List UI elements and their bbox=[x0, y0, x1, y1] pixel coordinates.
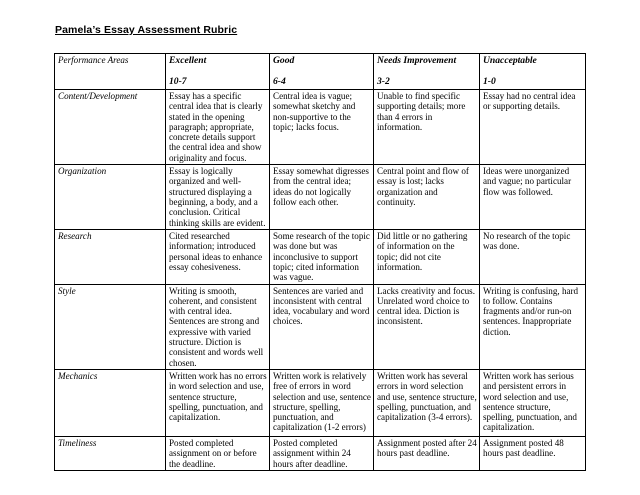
cell-mechanics-needs-improvement: Written work has several errors in word selection and use, sentence structure, spelling, punctuation, and capitalization (3-4 errors). bbox=[374, 369, 480, 436]
cell-style-excellent: Writing is smooth, coherent, and consistent with central idea. Sentences are strong and expressive with varied structure. Diction is consistent and words well chosen. bbox=[166, 284, 270, 369]
table-row bbox=[55, 90, 586, 165]
cell-research-good: Some research of the topic was done but was inconclusive to support topic; cited information was vague. bbox=[270, 230, 374, 284]
cell-timeliness-excellent: Posted completed assignment on or before the deadline. bbox=[166, 436, 270, 470]
cell-mechanics-unacceptable: Written work has serious and persistent errors in word selection and use, sentence structure, spelling, punctuation, and capitalization. bbox=[480, 369, 586, 436]
table-row bbox=[55, 284, 586, 369]
column-header-excellent-range: 10-7 bbox=[169, 76, 187, 87]
cell-content-development-good: Central idea is vague; somewhat sketchy and non-supportive to the topic; lacks focus. bbox=[270, 90, 374, 165]
column-header-performance-areas: Performance Areas bbox=[55, 54, 166, 90]
cell-organization-needs-improvement: Central point and flow of essay is lost; lacks organization and continuity. bbox=[374, 165, 480, 230]
column-header-needs-improvement bbox=[374, 54, 480, 90]
column-header-excellent bbox=[166, 54, 270, 90]
column-header-unacceptable-range: 1-0 bbox=[483, 76, 496, 87]
table-row bbox=[55, 436, 586, 470]
column-header-good-range: 6-4 bbox=[273, 76, 286, 87]
cell-organization-unacceptable: Ideas were unorganized and vague; no particular flow was followed. bbox=[480, 165, 586, 230]
table-row bbox=[55, 165, 586, 230]
header-row bbox=[55, 54, 586, 90]
cell-mechanics-good: Written work is relatively free of errors in word selection and use, sentence structure, spelling, punctuation, and capitalization (1-2 errors) bbox=[270, 369, 374, 436]
cell-timeliness-needs-improvement: Assignment posted after 24 hours past deadline. bbox=[374, 436, 480, 470]
cell-content-development-needs-improvement: Unable to find specific supporting details; more than 4 errors in information. bbox=[374, 90, 480, 165]
table-header bbox=[55, 54, 586, 90]
rubric-table bbox=[54, 53, 586, 471]
cell-timeliness-unacceptable: Assignment posted 48 hours past deadline. bbox=[480, 436, 586, 470]
table-row bbox=[55, 369, 586, 436]
cell-research-needs-improvement: Did little or no gathering of information on the topic; did not cite information. bbox=[374, 230, 480, 284]
column-header-needs-improvement-range: 3-2 bbox=[377, 76, 390, 87]
table-body bbox=[55, 90, 586, 471]
table-row bbox=[55, 230, 586, 284]
cell-content-development-excellent: Essay has a specific central idea that is clearly stated in the opening paragraph; appropriate, concrete details support the central idea and show originality and focus. bbox=[166, 90, 270, 165]
row-label-mechanics: Mechanics bbox=[55, 369, 166, 436]
rubric-table-container bbox=[54, 53, 585, 471]
column-header-unacceptable bbox=[480, 54, 586, 90]
cell-research-unacceptable: No research of the topic was done. bbox=[480, 230, 586, 284]
column-header-good-label: Good bbox=[273, 55, 295, 66]
cell-style-unacceptable: Writing is confusing, hard to follow. Contains fragments and/or run-on sentences. Inappropriate diction. bbox=[480, 284, 586, 369]
row-label-content-development: Content/Development bbox=[55, 90, 166, 165]
cell-timeliness-good: Posted completed assignment within 24 hours after deadline. bbox=[270, 436, 374, 470]
cell-style-needs-improvement: Lacks creativity and focus. Unrelated word choice to central idea. Diction is inconsistent. bbox=[374, 284, 480, 369]
row-label-style: Style bbox=[55, 284, 166, 369]
row-label-research: Research bbox=[55, 230, 166, 284]
page-title: Pamela’s Essay Assessment Rubric bbox=[55, 24, 238, 36]
cell-organization-good: Essay somewhat digresses from the central idea; ideas do not logically follow each other. bbox=[270, 165, 374, 230]
column-header-good bbox=[270, 54, 374, 90]
row-label-organization: Organization bbox=[55, 165, 166, 230]
cell-research-excellent: Cited researched information; introduced personal ideas to enhance essay cohesiveness. bbox=[166, 230, 270, 284]
cell-style-good: Sentences are varied and inconsistent with central idea, vocabulary and word choices. bbox=[270, 284, 374, 369]
column-header-needs-improvement-label: Needs Improvement bbox=[377, 55, 457, 66]
cell-organization-excellent: Essay is logically organized and well-structured displaying a beginning, a body, and a conclusion. Critical thinking skills are evident. bbox=[166, 165, 270, 230]
row-label-timeliness: Timeliness bbox=[55, 436, 166, 470]
cell-content-development-unacceptable: Essay had no central idea or supporting details. bbox=[480, 90, 586, 165]
column-header-unacceptable-label: Unacceptable bbox=[483, 55, 537, 66]
cell-mechanics-excellent: Written work has no errors in word selection and use, sentence structure, spelling, punctuation, and capitalization. bbox=[166, 369, 270, 436]
column-header-excellent-label: Excellent bbox=[169, 55, 207, 66]
